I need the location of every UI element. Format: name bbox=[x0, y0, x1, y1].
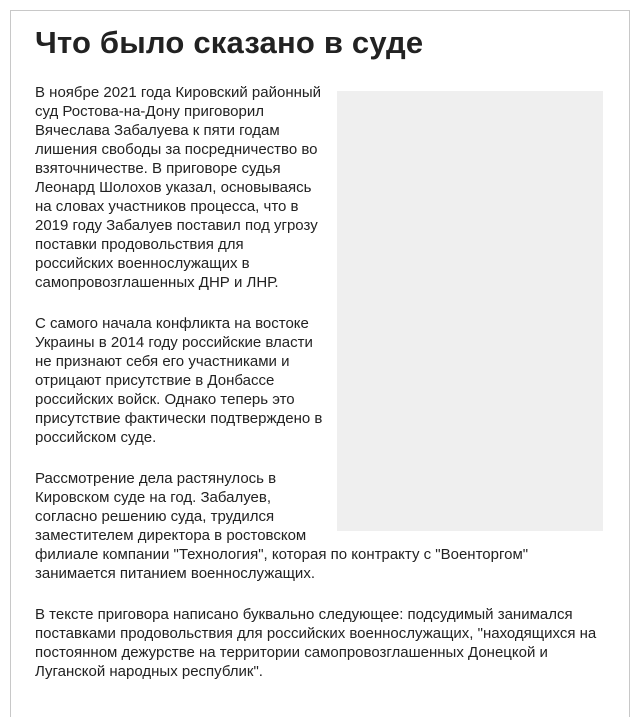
article-title: Что было сказано в суде bbox=[35, 25, 424, 60]
article bbox=[35, 25, 603, 703]
image-placeholder bbox=[337, 91, 603, 531]
article-frame bbox=[10, 10, 630, 717]
article-paragraph-4: В тексте приговора написано буквально следующее: подсудимый занимался поставками продовольствия для российских военнослужащих, "находящихся на постоянном дежурстве на территории самопровозглашенных Донецкой и Луганской народных республик". bbox=[35, 606, 597, 680]
article-paragraph-1: В ноябре 2021 года Кировский районный суд Ростова-на-Дону приговорил Вячеслава Забалуева к пяти годам лишения свободы за посредничество во взяточничестве. В приговоре судья Леонард Шолохов указал, основываясь на словах участников процесса, что в 2019 году Забалуев поставил под угрозу поставки продовольствия для российских военнослужащих в самопровозглашенных ДНР и ЛНР. bbox=[35, 84, 322, 291]
article-paragraph-2: С самого начала конфликта на востоке Украины в 2014 году российские власти не признают себя его участниками и отрицают присутствие в Донбассе российских войск. Однако теперь это присутствие фактически подтверждено в российском суде. bbox=[35, 315, 323, 446]
article-body bbox=[35, 83, 603, 681]
article-paragraph-3: Рассмотрение дела растянулось в Кировском суде на год. Забалуев, согласно решению суда, трудился заместителем директора в ростовском филиале компании "Технология", которая по контракту с "Военторгом" занимается питанием военнослужащих. bbox=[35, 470, 529, 582]
